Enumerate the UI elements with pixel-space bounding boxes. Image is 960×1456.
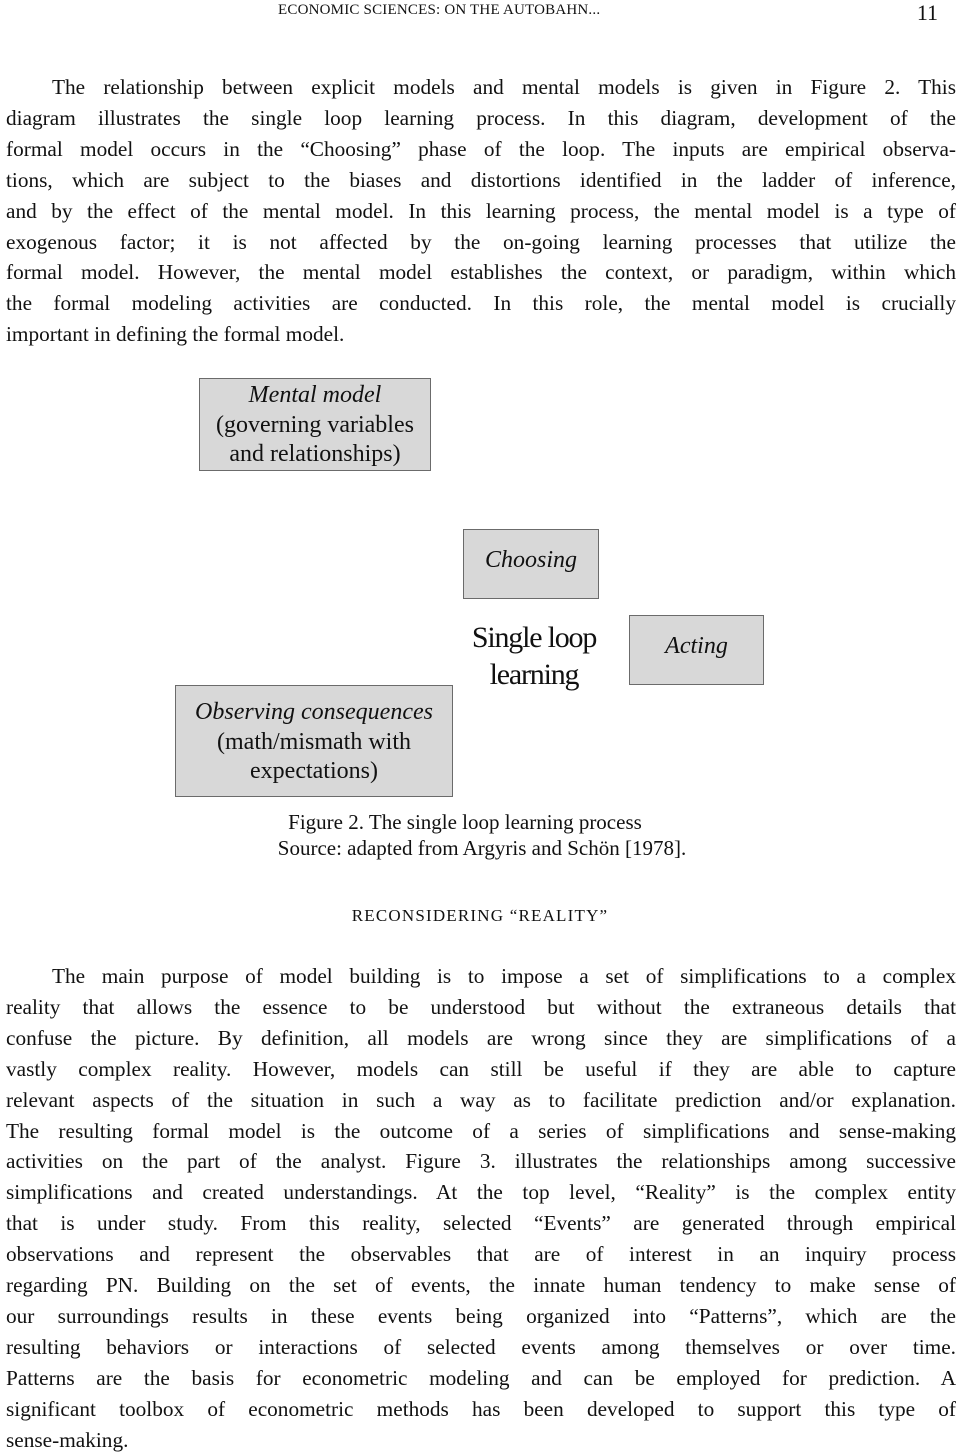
single-loop-learning-label bbox=[455, 619, 613, 693]
paragraph-line: diagram illustrates the single loop learning process. In this diagram, development of the bbox=[6, 105, 956, 130]
paragraph-line: the formal modeling activities are conducted. In this role, the mental model is crucially bbox=[6, 291, 956, 316]
acting-label: Acting bbox=[665, 633, 728, 659]
paragraph-line: regarding PN. Building on the set of events, the innate human tendency to make sense of bbox=[6, 1273, 956, 1298]
body-paragraph-2 bbox=[6, 961, 956, 1456]
paragraph-line: relevant aspects of the situation in such a way as to facilitate prediction and/or explanation. bbox=[6, 1087, 956, 1112]
paragraph-line: sense-making. bbox=[6, 1427, 129, 1452]
section-heading: RECONSIDERING “REALITY” bbox=[351, 906, 609, 925]
paragraph-line: confuse the picture. By definition, all models are wrong since they are simplifications of a bbox=[6, 1025, 956, 1050]
running-head: ECONOMIC SCIENCES: ON THE AUTOBAHN... bbox=[278, 2, 601, 18]
paragraph-line: The main purpose of model building is to impose a set of simplifications to a complex bbox=[52, 964, 956, 988]
paragraph-line: formal model occurs in the “Choosing” phase of the loop. The inputs are empirical observa- bbox=[6, 136, 956, 161]
paragraph-line: vastly complex reality. However, models can still be useful if they are able to capture bbox=[6, 1056, 956, 1081]
figure-source: Source: adapted from Argyris and Schön [1978]. bbox=[277, 836, 687, 860]
observing-line: expectations) bbox=[250, 758, 378, 784]
observing-consequences-box bbox=[175, 685, 453, 797]
mental-model-box bbox=[199, 378, 431, 471]
choosing-label: Choosing bbox=[484, 547, 577, 573]
page-header bbox=[0, 0, 960, 30]
paragraph-line: observations and represent the observables that are of interest in an inquiry process bbox=[6, 1242, 956, 1267]
mental-model-title: Mental model bbox=[248, 382, 382, 408]
center-label-line: learning bbox=[489, 658, 579, 691]
choosing-box bbox=[463, 529, 599, 599]
page-number: 11 bbox=[916, 0, 938, 25]
mental-model-line: and relationships) bbox=[229, 441, 401, 467]
paragraph-line: that is under study. From this reality, selected “Events” are generated through empirical bbox=[6, 1211, 956, 1236]
paragraph-line: simplifications and created understandings. At the top level, “Reality” is the complex entity bbox=[6, 1180, 956, 1205]
paragraph-line: reality that allows the essence to be understood but without the extraneous details that bbox=[6, 994, 956, 1019]
paragraph-line: activities on the part of the analyst. Figure 3. illustrates the relationships among successive bbox=[6, 1149, 956, 1174]
paragraph-line: important in defining the formal model. bbox=[6, 322, 345, 347]
body-paragraph-1 bbox=[6, 72, 956, 350]
paragraph-line: and by the effect of the mental model. In this learning process, the mental model is a type of bbox=[6, 198, 956, 223]
observing-line: (math/mismath with bbox=[217, 728, 411, 755]
paragraph-line: exogenous factor; it is not affected by the on-going learning processes that utilize the bbox=[6, 229, 956, 254]
paragraph-line: The resulting formal model is the outcome of a series of simplifications and sense-making bbox=[6, 1118, 956, 1143]
center-label-line: Single loop bbox=[471, 621, 597, 654]
paragraph-line: formal model. However, the mental model establishes the context, or paradigm, within which bbox=[6, 260, 956, 285]
paragraph-line: The relationship between explicit models and mental models is given in Figure 2. This bbox=[52, 75, 956, 99]
paragraph-line: Patterns are the basis for econometric modeling and can be employed for prediction. A bbox=[6, 1365, 956, 1390]
acting-box bbox=[629, 615, 764, 685]
figure-caption: Figure 2. The single loop learning process bbox=[288, 810, 642, 834]
paragraph-line: our surroundings results in these events being organized into “Patterns”, which are the bbox=[6, 1303, 956, 1328]
paragraph-line: tions, which are subject to the biases and distortions identified in the ladder of inference, bbox=[6, 167, 956, 192]
paragraph-line: resulting behaviors or interactions of selected events among themselves or over time. bbox=[6, 1334, 956, 1359]
mental-model-line: (governing variables bbox=[216, 411, 414, 438]
observing-title: Observing consequences bbox=[195, 699, 433, 725]
paragraph-line: significant toolbox of econometric methods has been developed to support this type of bbox=[6, 1396, 956, 1421]
